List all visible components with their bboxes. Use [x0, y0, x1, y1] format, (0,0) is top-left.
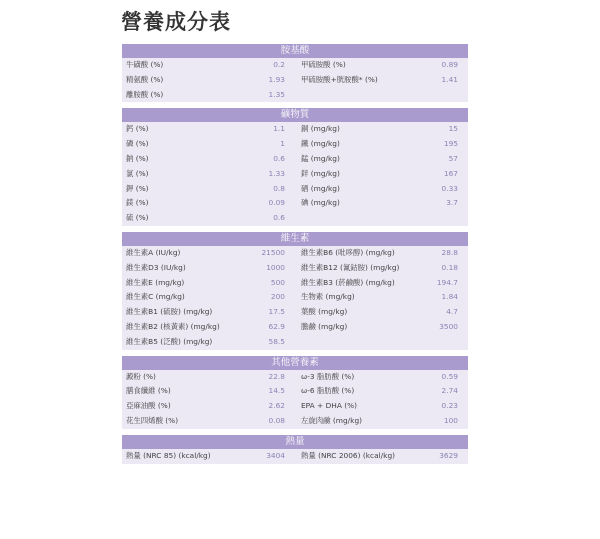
nutrient-value: 1.33: [268, 168, 285, 178]
section-header: 胺基酸: [122, 44, 468, 58]
nutrient-cell: [295, 261, 468, 276]
nutrient-value: 14.5: [268, 386, 285, 396]
table-row: [122, 399, 468, 414]
nutrient-cell: [122, 122, 295, 137]
nutrient-value: 58.5: [268, 336, 285, 346]
nutrient-cell: [295, 137, 468, 152]
table-row: [122, 211, 468, 226]
table-row: [122, 384, 468, 399]
nutrient-cell: [295, 370, 468, 385]
nutrient-value: 28.8: [441, 247, 458, 257]
table-row: [122, 449, 468, 464]
nutrient-label: 鉀 (%): [126, 183, 149, 193]
nutrient-cell: [122, 182, 295, 197]
nutrient-cell: [295, 152, 468, 167]
nutrient-label: 膳食纖維 (%): [126, 386, 171, 396]
nutrient-label: 硫 (%): [126, 213, 149, 223]
nutrient-cell: [295, 88, 468, 103]
nutrient-value: 0.33: [441, 183, 458, 193]
nutrient-cell: [295, 399, 468, 414]
nutrient-cell: [295, 290, 468, 305]
nutrient-cell: [122, 370, 295, 385]
nutrient-label: 硒 (mg/kg): [301, 183, 340, 193]
nutrient-label: 葉酸 (mg/kg): [301, 307, 348, 317]
nutrient-label: [295, 211, 418, 226]
nutrient-value: [418, 211, 468, 226]
nutrient-value: 167: [443, 168, 458, 178]
nutrient-cell: [122, 305, 295, 320]
nutrient-value: 17.5: [268, 307, 285, 317]
nutrient-cell: [122, 73, 295, 88]
nutrient-label: ω-6 脂肪酸 (%): [301, 386, 355, 396]
nutrient-value: 500: [270, 277, 285, 287]
nutrient-value: 1000: [266, 262, 285, 272]
nutrient-value: 100: [443, 415, 458, 425]
table-row: [122, 58, 468, 73]
nutrient-cell: [295, 167, 468, 182]
nutrient-value: [418, 335, 468, 350]
nutrient-value: 0.09: [268, 198, 285, 208]
nutrient-cell: [122, 384, 295, 399]
nutrient-label: 維生素B12 (氰鈷胺) (mg/kg): [301, 262, 400, 272]
nutrient-cell: [122, 167, 295, 182]
nutrient-cell: [295, 414, 468, 429]
nutrient-label: 銅 (mg/kg): [301, 124, 340, 134]
nutrient-label: 鈉 (%): [126, 153, 149, 163]
nutrient-value: 194.7: [436, 277, 458, 287]
nutrition-section: [122, 232, 468, 350]
nutrient-label: EPA + DHA (%): [301, 401, 358, 411]
table-row: [122, 152, 468, 167]
nutrient-label: 甲硫胺酸 (%): [301, 60, 346, 69]
nutrient-cell: [295, 320, 468, 335]
nutrient-label: 甲硫胺酸+胱胺酸* (%): [301, 74, 378, 84]
nutrient-label: 維生素A (IU/kg): [126, 247, 181, 257]
table-row: [122, 414, 468, 429]
table-row: [122, 335, 468, 350]
nutrient-label: 左旋肉鹼 (mg/kg): [301, 415, 363, 425]
nutrient-value: [418, 88, 468, 103]
nutrient-value: 195: [443, 139, 458, 149]
nutrient-label: 花生四烯酸 (%): [126, 415, 179, 425]
nutrient-cell: [295, 384, 468, 399]
nutrient-label: 錳 (mg/kg): [301, 153, 340, 163]
nutrient-label: 生物素 (mg/kg): [301, 292, 355, 302]
table-row: [122, 290, 468, 305]
nutrient-value: 1.1: [273, 124, 285, 134]
nutrient-cell: [122, 320, 295, 335]
nutrient-label: 離胺酸 (%): [126, 89, 164, 99]
nutrient-cell: [295, 196, 468, 211]
section-header: 維生素: [122, 232, 468, 246]
nutrient-label: 維生素E (mg/kg): [126, 277, 185, 287]
nutrient-cell: [122, 399, 295, 414]
nutrition-section: [122, 44, 468, 102]
table-row: [122, 182, 468, 197]
nutrient-label: ω-3 脂肪酸 (%): [301, 371, 355, 381]
nutrient-label: 鋅 (mg/kg): [301, 168, 340, 178]
nutrient-value: 3629: [439, 450, 458, 460]
nutrient-value: 0.6: [273, 153, 285, 163]
nutrient-cell: [295, 335, 468, 350]
nutrient-cell: [122, 276, 295, 291]
nutrient-value: 21500: [261, 247, 285, 257]
nutrient-cell: [122, 335, 295, 350]
nutrition-section: [122, 356, 468, 429]
nutrient-value: 0.23: [441, 401, 458, 411]
nutrient-value: 0.08: [268, 415, 285, 425]
table-row: [122, 73, 468, 88]
nutrient-value: 0.18: [441, 262, 458, 272]
nutrient-value: 1.41: [441, 74, 458, 84]
nutrient-label: 鐵 (mg/kg): [301, 139, 340, 149]
nutrient-cell: [122, 414, 295, 429]
nutrient-cell: [122, 196, 295, 211]
nutrient-label: 維生素B2 (核黃素) (mg/kg): [126, 321, 220, 331]
nutrient-label: 氯 (%): [126, 168, 149, 178]
nutrient-label: 鈣 (%): [126, 124, 149, 134]
nutrient-value: 4.7: [446, 307, 458, 317]
nutrient-label: 維生素B1 (硫胺) (mg/kg): [126, 307, 213, 317]
nutrient-value: 0.89: [441, 60, 458, 69]
nutrient-cell: [295, 305, 468, 320]
nutrient-value: 0.8: [273, 183, 285, 193]
nutrient-value: 1.84: [441, 292, 458, 302]
nutrient-value: 57: [448, 153, 458, 163]
nutrient-cell: [122, 290, 295, 305]
nutrient-cell: [295, 211, 468, 226]
nutrient-label: 熱量 (NRC 85) (kcal/kg): [126, 450, 211, 460]
nutrient-label: 維生素D3 (IU/kg): [126, 262, 186, 272]
nutrient-label: 澱粉 (%): [126, 371, 156, 381]
nutrient-cell: [295, 449, 468, 464]
nutrient-value: 3500: [439, 321, 458, 331]
nutrient-label: 維生素B3 (菸鹼酸) (mg/kg): [301, 277, 395, 287]
table-row: [122, 370, 468, 385]
nutrient-value: 2.74: [441, 386, 458, 396]
section-header: 熱量: [122, 435, 468, 449]
nutrient-cell: [122, 211, 295, 226]
nutrient-cell: [122, 246, 295, 261]
table-row: [122, 167, 468, 182]
nutrient-value: 1: [280, 139, 285, 149]
nutrient-cell: [295, 58, 468, 73]
nutrient-label: 鎂 (%): [126, 198, 149, 208]
table-row: [122, 261, 468, 276]
nutrient-cell: [295, 182, 468, 197]
nutrient-value: 200: [270, 292, 285, 302]
nutrient-label: 亞麻油酸 (%): [126, 401, 171, 411]
table-row: [122, 122, 468, 137]
nutrient-value: 62.9: [268, 321, 285, 331]
table-row: [122, 276, 468, 291]
nutrient-value: 1.35: [268, 89, 285, 99]
nutrition-section: [122, 108, 468, 226]
nutrient-cell: [295, 73, 468, 88]
nutrient-label: 碘 (mg/kg): [301, 198, 340, 208]
nutrient-value: 3.7: [446, 198, 458, 208]
nutrient-cell: [295, 122, 468, 137]
nutrient-label: [295, 88, 418, 103]
nutrient-value: 3404: [266, 450, 285, 460]
nutrient-cell: [122, 261, 295, 276]
table-row: [122, 137, 468, 152]
table-row: [122, 305, 468, 320]
table-row: [122, 196, 468, 211]
nutrient-value: 22.8: [268, 371, 285, 381]
nutrient-value: 15: [448, 124, 458, 134]
nutrient-value: 2.62: [268, 401, 285, 411]
nutrient-value: 0.6: [273, 213, 285, 223]
section-header: 礦物質: [122, 108, 468, 122]
table-row: [122, 88, 468, 103]
page-title: 營養成分表: [121, 10, 231, 34]
nutrient-value: 0.2: [273, 60, 285, 69]
nutrient-cell: [295, 246, 468, 261]
nutrient-label: 牛磺酸 (%): [126, 60, 164, 69]
nutrition-section: [122, 435, 468, 464]
nutrient-label: [295, 335, 418, 350]
nutrient-label: 維生素B5 (泛酸) (mg/kg): [126, 336, 213, 346]
nutrient-label: 膽鹼 (mg/kg): [301, 321, 348, 331]
nutrient-value: 0.59: [441, 371, 458, 381]
nutrient-cell: [122, 152, 295, 167]
nutrient-cell: [122, 58, 295, 73]
section-header: 其他營養素: [122, 356, 468, 370]
nutrient-cell: [122, 88, 295, 103]
table-row: [122, 246, 468, 261]
nutrient-label: 維生素C (mg/kg): [126, 292, 185, 302]
nutrient-cell: [122, 449, 295, 464]
table-row: [122, 320, 468, 335]
nutrient-label: 精氨酸 (%): [126, 74, 164, 84]
nutrient-label: 磷 (%): [126, 139, 149, 149]
nutrient-label: 熱量 (NRC 2006) (kcal/kg): [301, 450, 396, 460]
nutrient-cell: [295, 276, 468, 291]
nutrition-table: [122, 44, 468, 464]
nutrient-label: 維生素B6 (吡哆醇) (mg/kg): [301, 247, 395, 257]
nutrient-value: 1.93: [268, 74, 285, 84]
nutrient-cell: [122, 137, 295, 152]
